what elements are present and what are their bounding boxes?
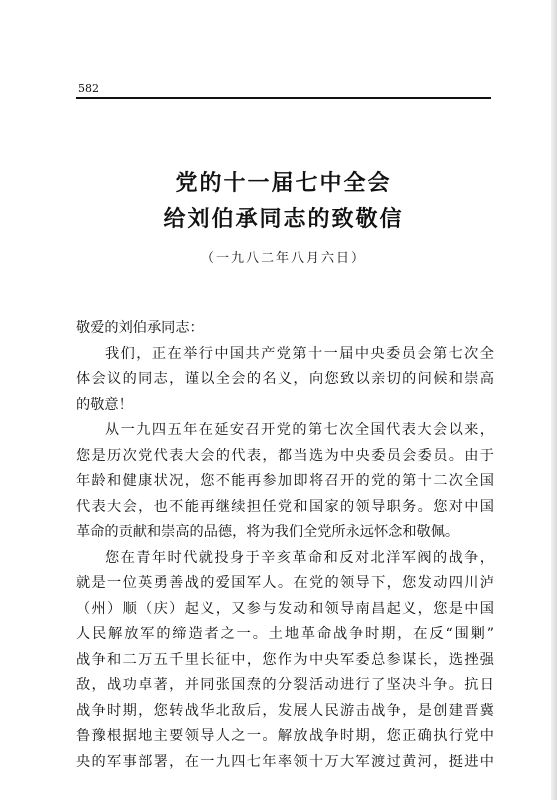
paragraph-line: 鲁豫根据地主要领导人之一。解放战争时期，您正确执行党中 (76, 728, 494, 744)
header-rule (76, 97, 491, 99)
paragraph-line: 代表大会，也不能再继续担任党和国家的领导职务。您对中国 (76, 498, 494, 515)
title-line-1: 党的十一届七中全会 (175, 171, 392, 196)
letter-body (76, 316, 494, 775)
paragraph-line: 我们，正在举行中国共产党第十一届中央委员会第七次全 (105, 345, 494, 362)
paragraph-line: 您在青年时代就投身于辛亥革命和反对北洋军阀的战争， (105, 549, 494, 566)
paragraph-line: 战争时期，您转战华北敌后，发展人民游击战争，是创建晋冀 (76, 702, 494, 719)
paragraph-line: 年龄和健康状况，您不能再参加即将召开的党的第十二次全国 (76, 473, 494, 489)
paragraph-line: 您是历次党代表大会的代表，都当选为中央委员会委员。由于 (76, 447, 494, 464)
page-number: 582 (78, 82, 99, 95)
paragraph-3 (76, 546, 494, 776)
paragraph-2 (76, 418, 494, 546)
paragraph-line: 人民解放军的缔造者之一。土地革命战争时期，在反“围剿” (76, 626, 494, 642)
title-line-2: 给刘伯承同志的致敬信 (163, 207, 404, 232)
paragraph-line: 战争和二万五千里长征中，您作为中央军委总参谋长，选挫强 (76, 651, 494, 668)
date-line: （一九八二年八月六日） (200, 251, 366, 266)
paragraph-1 (76, 342, 494, 419)
paragraph-line: 体会议的同志，谨以全会的名义，向您致以亲切的问候和崇高 (76, 371, 494, 387)
paragraph-line: 就是一位英勇善战的爱国军人。在党的领导下，您发动四川泸 (76, 575, 494, 591)
salutation: 敬爱的刘伯承同志： (76, 320, 204, 336)
paragraph-line: （州）顺（庆）起义，又参与发动和领导南昌起义，您是中国 (76, 600, 494, 617)
page-edge-shadow (551, 0, 557, 800)
paragraph-line: 的敬意！ (76, 396, 133, 413)
paragraph-line: 革命的贡献和崇高的品德，将为我们全党所永远怀念和敬佩。 (76, 524, 460, 540)
paragraph-line: 敌，战功卓著，并同张国焘的分裂活动进行了坚决斗争。抗日 (76, 677, 494, 693)
paragraph-line: 从一九四五年在延安召开党的第七次全国代表大会以来， (105, 422, 494, 438)
paragraph-line: 央的军事部署，在一九四七年率领十万大军渡过黄河，挺进中 (76, 753, 494, 770)
